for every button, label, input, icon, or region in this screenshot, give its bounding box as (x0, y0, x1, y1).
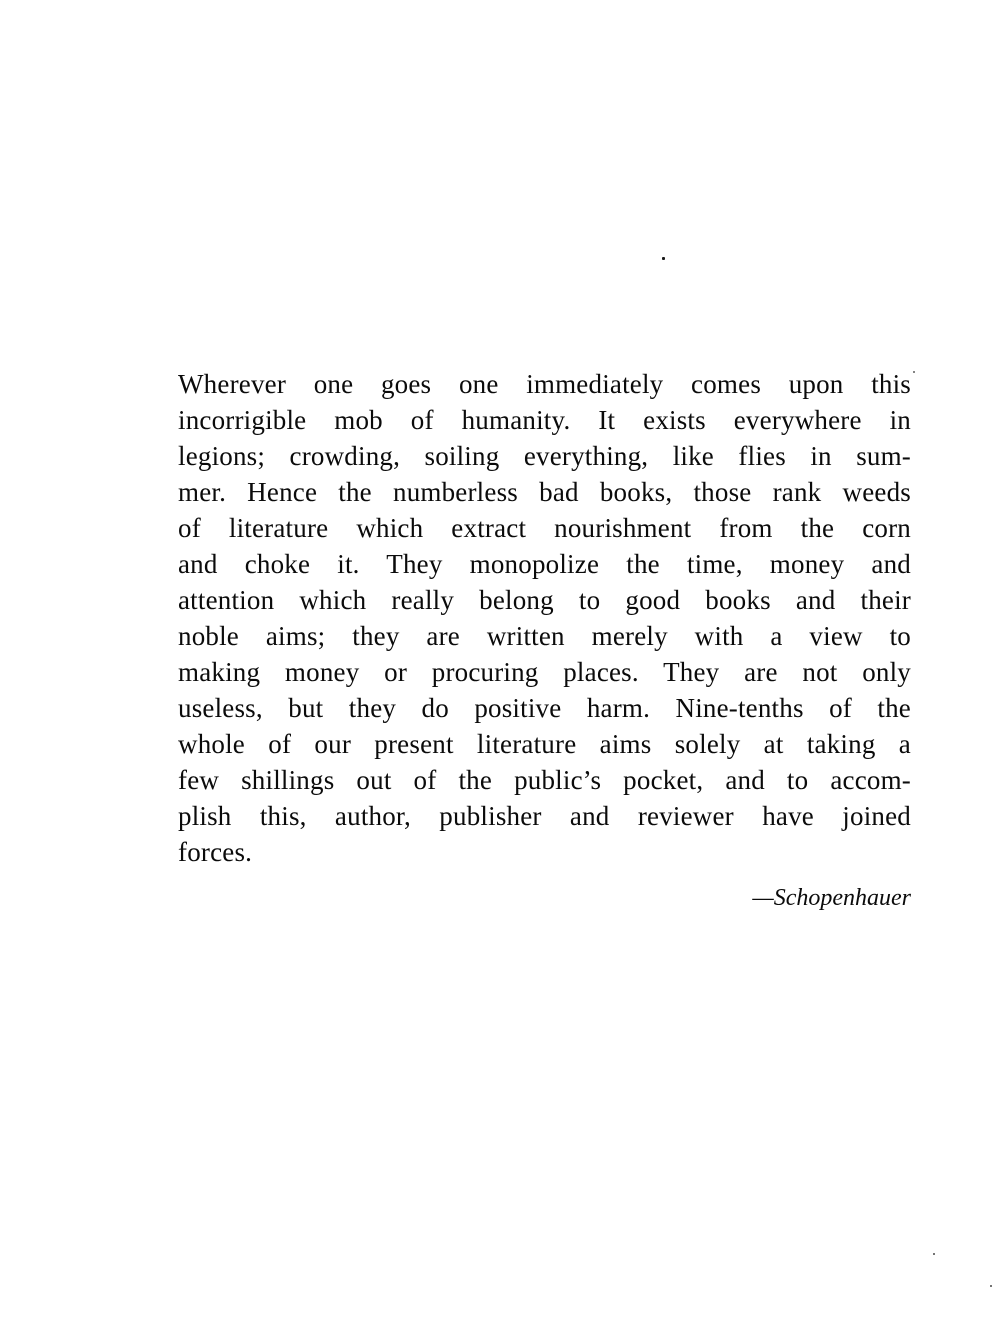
scan-speck (913, 371, 915, 373)
quote-line: whole of our present literature aims solely at taking a (178, 729, 911, 759)
quote-line: mer. Hence the numberless bad books, those rank weeds (178, 477, 911, 507)
quote-line: incorrigible mob of humanity. It exists everywhere in (178, 405, 911, 435)
quote-line: plish this, author, publisher and reviewer have joined (178, 801, 911, 831)
quote-line: useless, but they do positive harm. Nine-tenths of the (178, 693, 911, 723)
quote-attribution: —Schopenhauer (752, 885, 911, 911)
scan-speck (662, 257, 665, 260)
quote-line: legions; crowding, soiling everything, like flies in sum- (178, 441, 911, 471)
scan-speck (933, 1253, 935, 1255)
quote-line: of literature which extract nourishment from the corn (178, 513, 911, 543)
quote-line: few shillings out of the public’s pocket, and to accom- (178, 765, 911, 795)
quote-line: making money or procuring places. They are not only (178, 657, 911, 687)
quote-line: Wherever one goes one immediately comes upon this (178, 369, 911, 399)
quote-line: forces. (178, 837, 253, 867)
quote-line: noble aims; they are written merely with a view to (178, 621, 911, 651)
quote-line: and choke it. They monopolize the time, money and (178, 549, 911, 579)
quote-line: attention which really belong to good books and their (178, 585, 911, 615)
quote-block (178, 366, 911, 913)
scan-speck (990, 1285, 992, 1287)
